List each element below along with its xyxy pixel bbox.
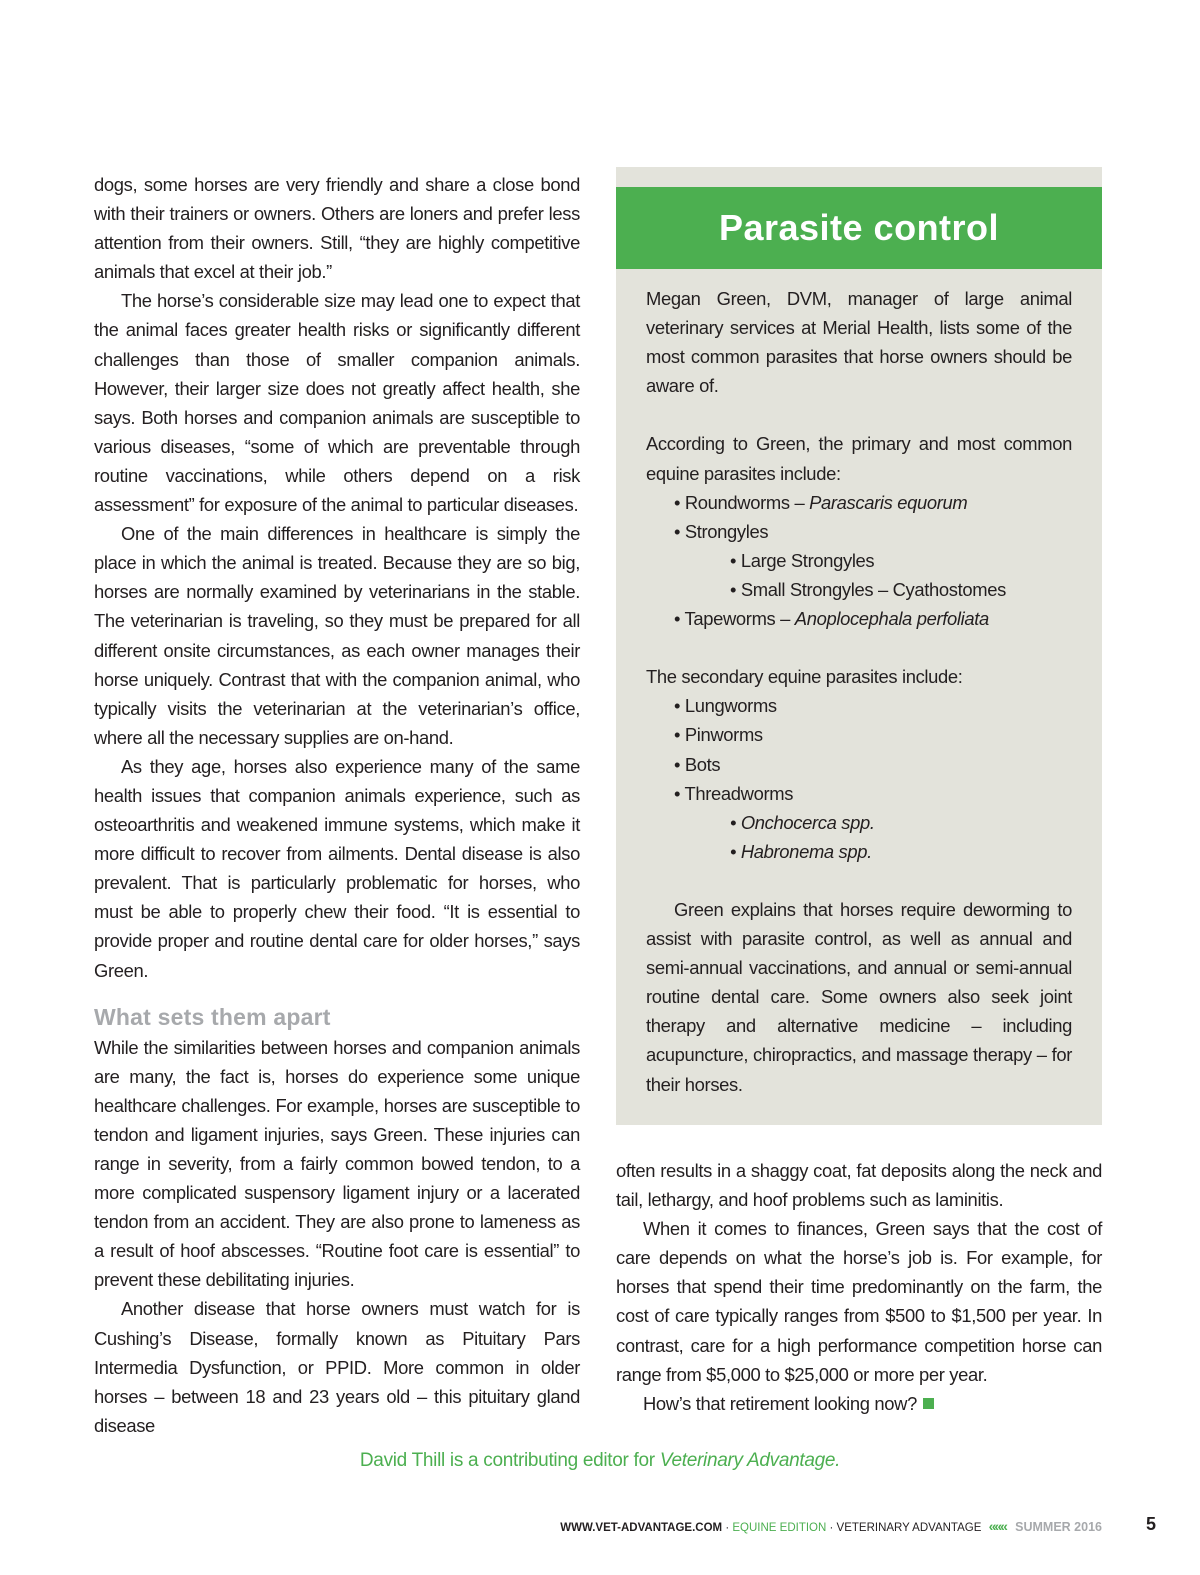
footer-season: SUMMER 2016 <box>1015 1520 1102 1534</box>
body-paragraph: Another disease that horse owners must watch for is Cushing’s Disease, formally known as Pituitary Pars Intermedia Dysfunction, or PPID. More common in older horses – between 18 and 23 years old – this pituitary gland disease <box>94 1298 580 1436</box>
list-item: • Onchocerca spp. <box>730 811 875 833</box>
list-item: • Pinworms <box>674 724 763 746</box>
sidebar-intro: Megan Green, DVM, manager of large animal veterinary services at Merial Health, lists some of the most common parasites that horse owners should be aware of. <box>646 288 1072 397</box>
list-item: • Tapeworms – Anoplocephala perfoliata <box>674 608 989 630</box>
secondary-parasites-intro: The secondary equine parasites include: <box>646 666 963 688</box>
section-subheading: What sets them apart <box>94 1003 331 1030</box>
right-column <box>616 1156 1102 1418</box>
body-paragraph: One of the main differences in healthcare is simply the place in which the animal is treated. Because they are so big, horses are normally examined by veterinarians in the stable. The veterinarian is traveling, so they must be prepared for all different onsite circumstances, as each owner manages their horse uniquely. Contrast that with the companion animal, who typically visits the veterinarian at the veterinarian’s office, where all the necessary supplies are on-hand. <box>94 523 580 748</box>
footer-magazine: VETERINARY ADVANTAGE <box>836 1522 982 1534</box>
author-byline: David Thill is a contributing editor for Veterinary Advantage. <box>359 1450 841 1471</box>
sidebar-closing: Green explains that horses require deworming to assist with parasite control, as well as annual and semi-annual vaccinations, and annual or semi-annual routine dental care. Some owners also seek joint therapy and alternative medicine – including acupuncture, chiropractics, and massage therapy – for their horses. <box>646 898 1072 1095</box>
body-paragraph: As they age, horses also experience many of the same health issues that companion animals experience, such as osteoarthritis and weakened immune systems, which make it more difficult to recover from ailments. Dental disease is also prevalent. That is particularly problematic for horses, who must be able to properly chew their food. “It is essential to provide proper and routine dental care for older horses,” says Green. <box>94 755 580 981</box>
body-paragraph: When it comes to finances, Green says that the cost of care depends on what the horse’s job is. For example, for horses that spend their time predominantly on the farm, the cost of care typically ranges from $500 to $1,500 per year. In contrast, care for a high performance competition horse can range from $5,000 to $25,000 or more per year. <box>616 1218 1102 1385</box>
list-item: • Habronema spp. <box>730 840 872 862</box>
parasite-control-sidebar <box>616 167 1102 1125</box>
footer-site: WWW.VET-ADVANTAGE.COM <box>560 1522 723 1534</box>
list-item: • Strongyles <box>674 520 769 542</box>
primary-parasites-intro: According to Green, the primary and most common equine parasites include: <box>646 433 1072 484</box>
sidebar-body <box>646 284 1072 1099</box>
list-item: • Lungworms <box>674 695 777 717</box>
list-item: • Large Strongyles <box>730 549 875 571</box>
body-paragraph: The horse’s considerable size may lead one to expect that the animal faces greater health risks or significantly different challenges than those of smaller companion animals. However, their larger size does not greatly affect health, she says. Both horses and companion animals are susceptible to various diseases, “some of which are preventable through routine vaccinations, while others depend on a risk assessment” for exposure of the animal to particular diseases. <box>94 290 580 516</box>
end-of-article-icon <box>923 1398 934 1409</box>
page-number: 5 <box>1146 1514 1157 1534</box>
chevron-left-icon: ««« <box>988 1518 1006 1534</box>
page-footer: WWW.VET-ADVANTAGE.COM · EQUINE EDITION · VETERINARY ADVANTAGE ««« SUMMER 2016 <box>560 1518 1102 1534</box>
footer-edition: EQUINE EDITION <box>732 1522 827 1534</box>
body-paragraph: While the similarities between horses and companion animals are many, the fact is, horses do experience some unique healthcare challenges. For example, horses are susceptible to tendon and ligament injuries, says Green. These injuries can range in severity, from a fairly common bowed tendon, to a more complicated suspensory ligament injury or a lacerated tendon from an accident. They are also prone to lameness as a result of hoof abscesses. “Routine foot care is essential” to prevent these debilitating injuries. <box>94 1036 580 1291</box>
body-paragraph: dogs, some horses are very friendly and share a close bond with their trainers or owners. Others are loners and prefer less attention from their owners. Still, “they are highly competitive animals that excel at their job.” <box>94 174 580 283</box>
left-column <box>94 170 580 1440</box>
list-item: • Roundworms – Parascaris equorum <box>674 491 968 513</box>
list-item: • Bots <box>674 753 721 775</box>
body-paragraph: often results in a shaggy coat, fat deposits along the neck and tail, lethargy, and hoof problems such as laminitis. <box>616 1160 1102 1211</box>
list-item: • Small Strongyles – Cyathostomes <box>730 578 1006 600</box>
list-item: • Threadworms <box>674 782 794 804</box>
body-paragraph: How’s that retirement looking now? <box>616 1389 1102 1418</box>
sidebar-title: Parasite control <box>616 187 1102 269</box>
publication-name: Veterinary Advantage. <box>659 1450 841 1471</box>
